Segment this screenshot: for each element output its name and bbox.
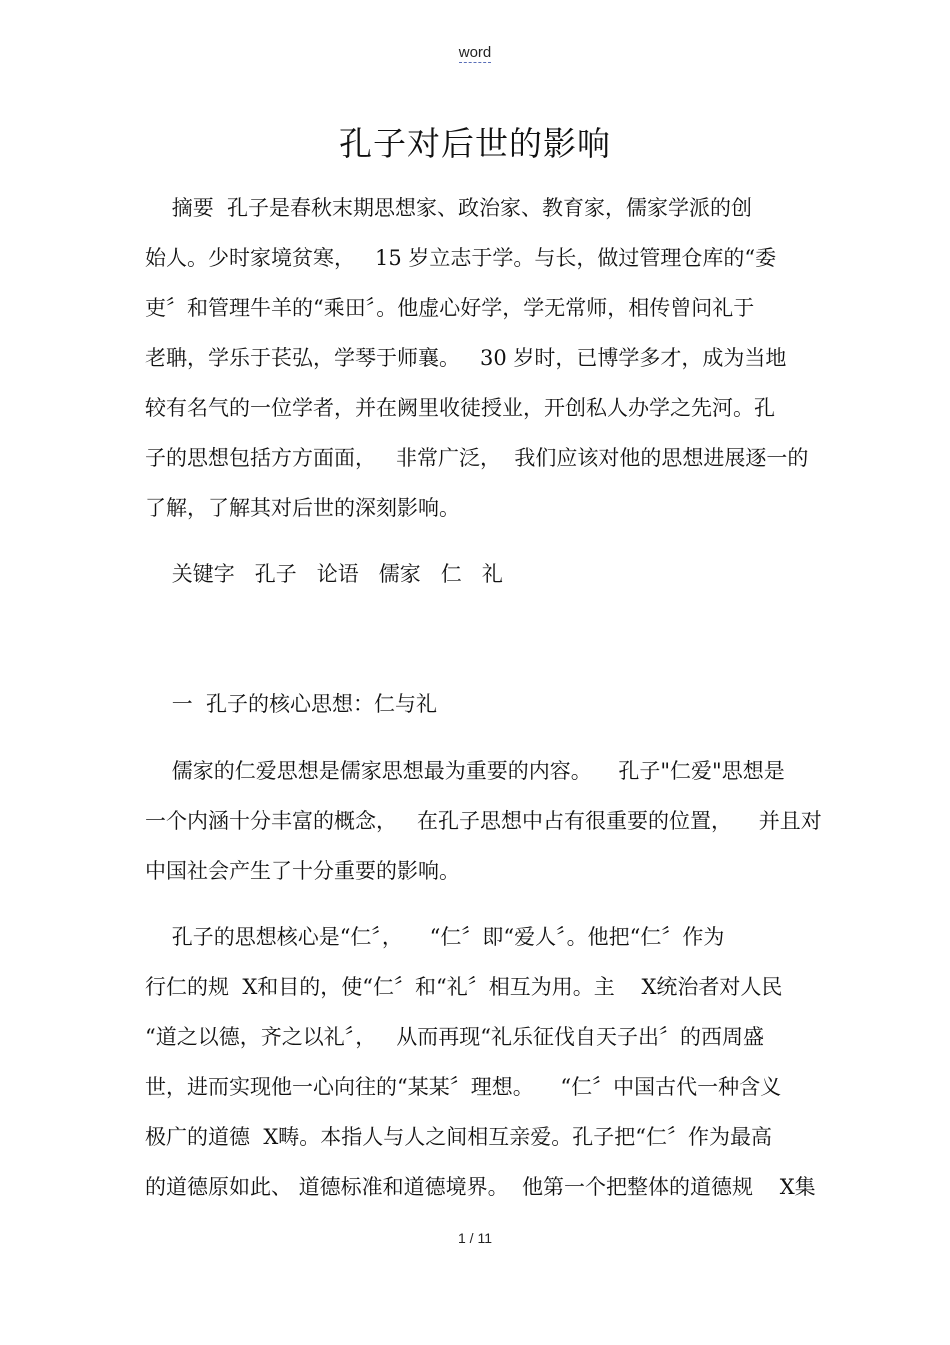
abstract-line: 吏〞和管理牛羊的“乘田〞。他虚心好学，学无常师，相传曾问礼于 [145,296,755,320]
abstract-line: 老聃，学乐于苌弘，学琴于师襄。 30 岁时，已博学多才，成为当地 [145,346,787,370]
paragraph-line: 儒家的仁爱思想是儒家思想最为重要的内容。 孔子"仁爱"思想是 [145,759,785,783]
paragraph-line: 孔子的思想核心是“仁〞， “仁〞即“爱人〞。他把“仁〞作为 [145,925,725,949]
paragraph-line: 行仁的规 X和目的，使“仁〞和“礼〞相互为用。主 X统治者对人民 [145,975,783,999]
paragraph-line: 的道德原如此、 道德标准和道德境界。 他第一个把整体的道德规 X集 [145,1175,816,1199]
abstract-line: 始人。少时家境贫寒， 15 岁立志于学。与长，做过管理仓库的“委 [145,246,777,270]
section-heading: 一 孔子的核心思想：仁与礼 [145,692,438,716]
abstract-line: 了解，了解其对后世的深刻影响。 [145,496,460,520]
document-title: 孔子对后世的影响 [339,124,611,163]
page-header [0,44,950,61]
abstract-line: 较有名气的一位学者，并在阙里收徒授业，开创私人办学之先河。孔 [145,396,775,420]
abstract-line: 摘要 孔子是春秋末期思想家、政治家、教育家，儒家学派的创 [145,196,753,220]
paragraph-line: 极广的道德 X畴。本指人与人之间相互亲爱。孔子把“仁〞作为最高 [145,1125,773,1149]
abstract-line: 子的思想包括方方面面， 非常广泛， 我们应该对他的思想进展逐一的 [145,446,809,470]
paragraph-line: 中国社会产生了十分重要的影响。 [145,859,460,883]
paragraph-line: 一个内涵十分丰富的概念， 在孔子思想中占有很重要的位置， 并且对 [145,809,822,833]
page-number: 1 / 11 [458,1230,492,1246]
paragraph-line: 世，进而实现他一心向往的“某某〞理想。 “仁〞中国古代一种含义 [145,1075,782,1099]
paragraph-line: “道之以德，齐之以礼〞， 从而再现“礼乐征伐自天子出〞的西周盛 [145,1025,764,1049]
keywords-line: 关键字 孔子 论语 儒家 仁 礼 [145,562,503,586]
header-label: word [458,44,492,61]
